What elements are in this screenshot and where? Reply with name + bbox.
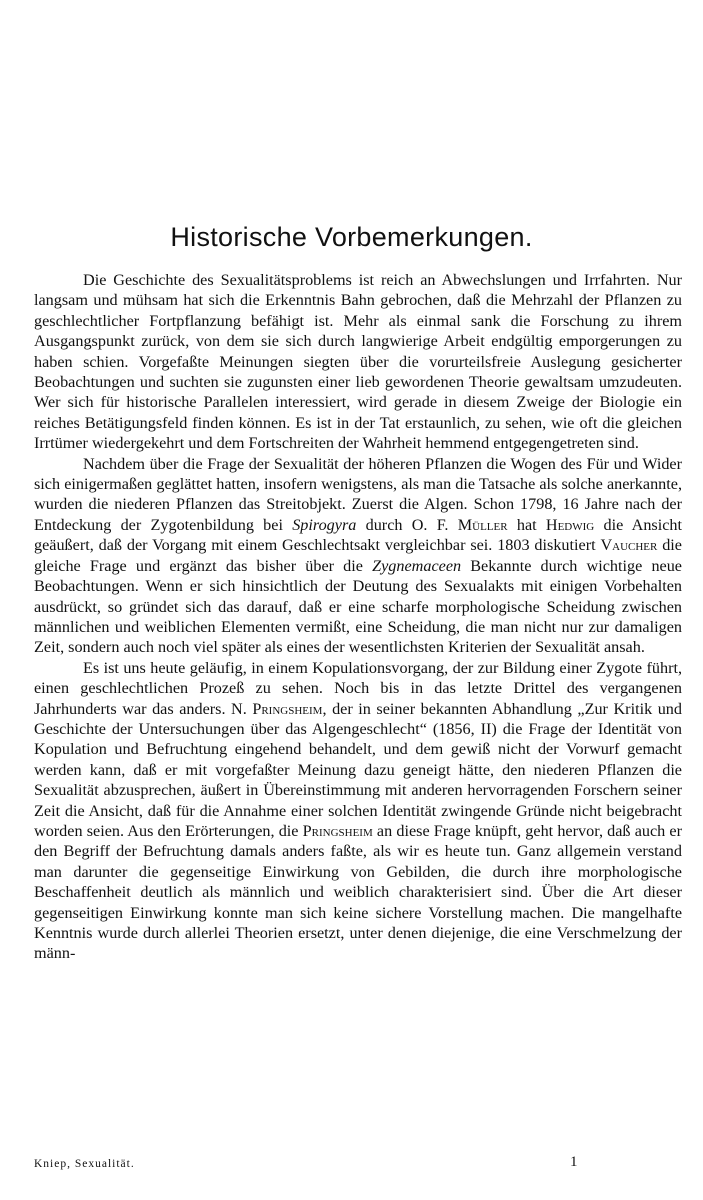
author-name: Vaucher — [600, 536, 658, 555]
author-name: Pringsheim — [252, 699, 323, 718]
paragraph-3 — [34, 658, 682, 964]
text-run: an diese Frage knüpft, geht hervor, daß auch er den Begriff der Befruchtung damals anders faßte, als wir es heute tun. Ganz allgemein verstand man darunter die gegenseitige Einwirkung von Gebilden, die durch ihre morphologische Beschaffenheit deutlich als männlich und weiblich charakterisiert sind. Über die Art dieser gegenseitigen Einwirkung konnte man sich keine sichere Vorstellung machen. Die mangelhafte Kenntnis wurde durch allerlei Theorien ersetzt, unter denen diejenige, die eine Verschmelzung der männ- — [34, 821, 682, 963]
paragraph-2 — [34, 454, 682, 658]
author-name: Pringsheim — [302, 821, 373, 840]
text-run: Es ist uns heute geläufig, in einem Kopulationsvorgang, der zur Bildung einer Zygote führt, einen geschlechtlichen Prozeß zu sehen. Noch bis in das letzte Drittel des vergangenen Jahrhunderts war das anders. N. — [34, 658, 682, 718]
text-run: Bekannte durch wichtige neue Beobachtungen. Wenn er sich hinsichtlich der Deutung des Sexualakts mit einigen Vorbehalten ausdrückt, so gründet sich das darauf, daß er eine scharfe morphologische Scheidung zwischen männlichen und weiblichen Elementen vermißt, eine Scheidung, die man nicht nur zur damaligen Zeit, sondern auch noch viel später als eines der wesentlichsten Kriterien der Sexualität ansah. — [34, 556, 682, 657]
genus-spirogyra: Spirogyra — [292, 515, 357, 534]
chapter-title: Historische Vorbemerkungen. — [170, 222, 533, 252]
paragraph-1: Die Geschichte des Sexualitätsproblems ist reich an Abwechslungen und Irrfahrten. Nur langsam und mühsam hat sich die Erkenntnis Bahn gebrochen, daß die Mehrzahl der Pflanzen zu geschlechtlicher Fortpflanzung befähigt ist. Mehr als einmal sank die Forschung zu ihrem Ausgangspunkt zurück, von dem sie sich durch langwierige Arbeit endgültig emporgerungen zu haben schien. Vorgefaßte Meinungen siegten über die vorurteilsfreie Auslegung gesicherter Beobachtungen und suchten sie zugunsten einer lieb gewordenen Theorie gewaltsam umzudeuten. Wer sich für historische Parallelen interessiert, wird gerade in diesem Zweige der Biologie ein reiches Betätigungsfeld finden können. Es ist in der Tat erstaunlich, zu sehen, wie oft die gleichen Irrtümer wiedergekehrt und dem Fortschreiten der Wahrheit hemmend entgegengetreten sind. — [34, 271, 682, 453]
text-run: , der in seiner bekannten Abhandlung „Zur Kritik und Geschichte der Untersuchungen über das Algengeschlecht“ (1856, II) die Frage der Identität von Kopulation und Befruchtung eingehend behandelt, und dem gewiß nicht der Vorwurf gemacht werden kann, daß er mit vorgefaßter Meinung dazu geneigt hätte, den niederen Pflanzen die Sexualität abzusprechen, äußert in Übereinstimmung mit anderen hervorragenden Forschern seiner Zeit die Ansicht, daß für die Annahme einer solchen Identität zwingende Gründe nicht beigebracht worden seien. Aus den Erörterungen, die — [34, 699, 682, 840]
text-run: die Ansicht geäußert, daß der Vorgang mit einem Geschlechtsakt vergleichbar sei. 1803 diskutiert — [34, 515, 682, 555]
genus-zygnemaceen: Zygnemaceen — [372, 556, 462, 575]
text-run: durch O. F. — [356, 515, 458, 534]
text-run: Nachdem über die Frage der Sexualität der höheren Pflanzen die Wogen des Für und Wider sich einigermaßen geglättet hatten, insofern wenigstens, als man die Tatsache als solche anerkannte, wurden die niederen Pflanzen das Streitobjekt. Zuerst die Algen. Schon 1798, 16 Jahre nach der Entdeckung der Zygotenbildung bei — [34, 454, 682, 534]
page-number: 1 — [570, 1154, 578, 1170]
running-footer: Kniep, Sexualität. — [34, 1158, 135, 1170]
text-run: hat — [507, 515, 546, 534]
author-name: Hedwig — [545, 515, 595, 534]
author-name: Müller — [457, 515, 508, 534]
chapter-body — [34, 270, 682, 964]
text-run: die gleiche Frage und ergänzt das bisher über die — [34, 536, 682, 575]
